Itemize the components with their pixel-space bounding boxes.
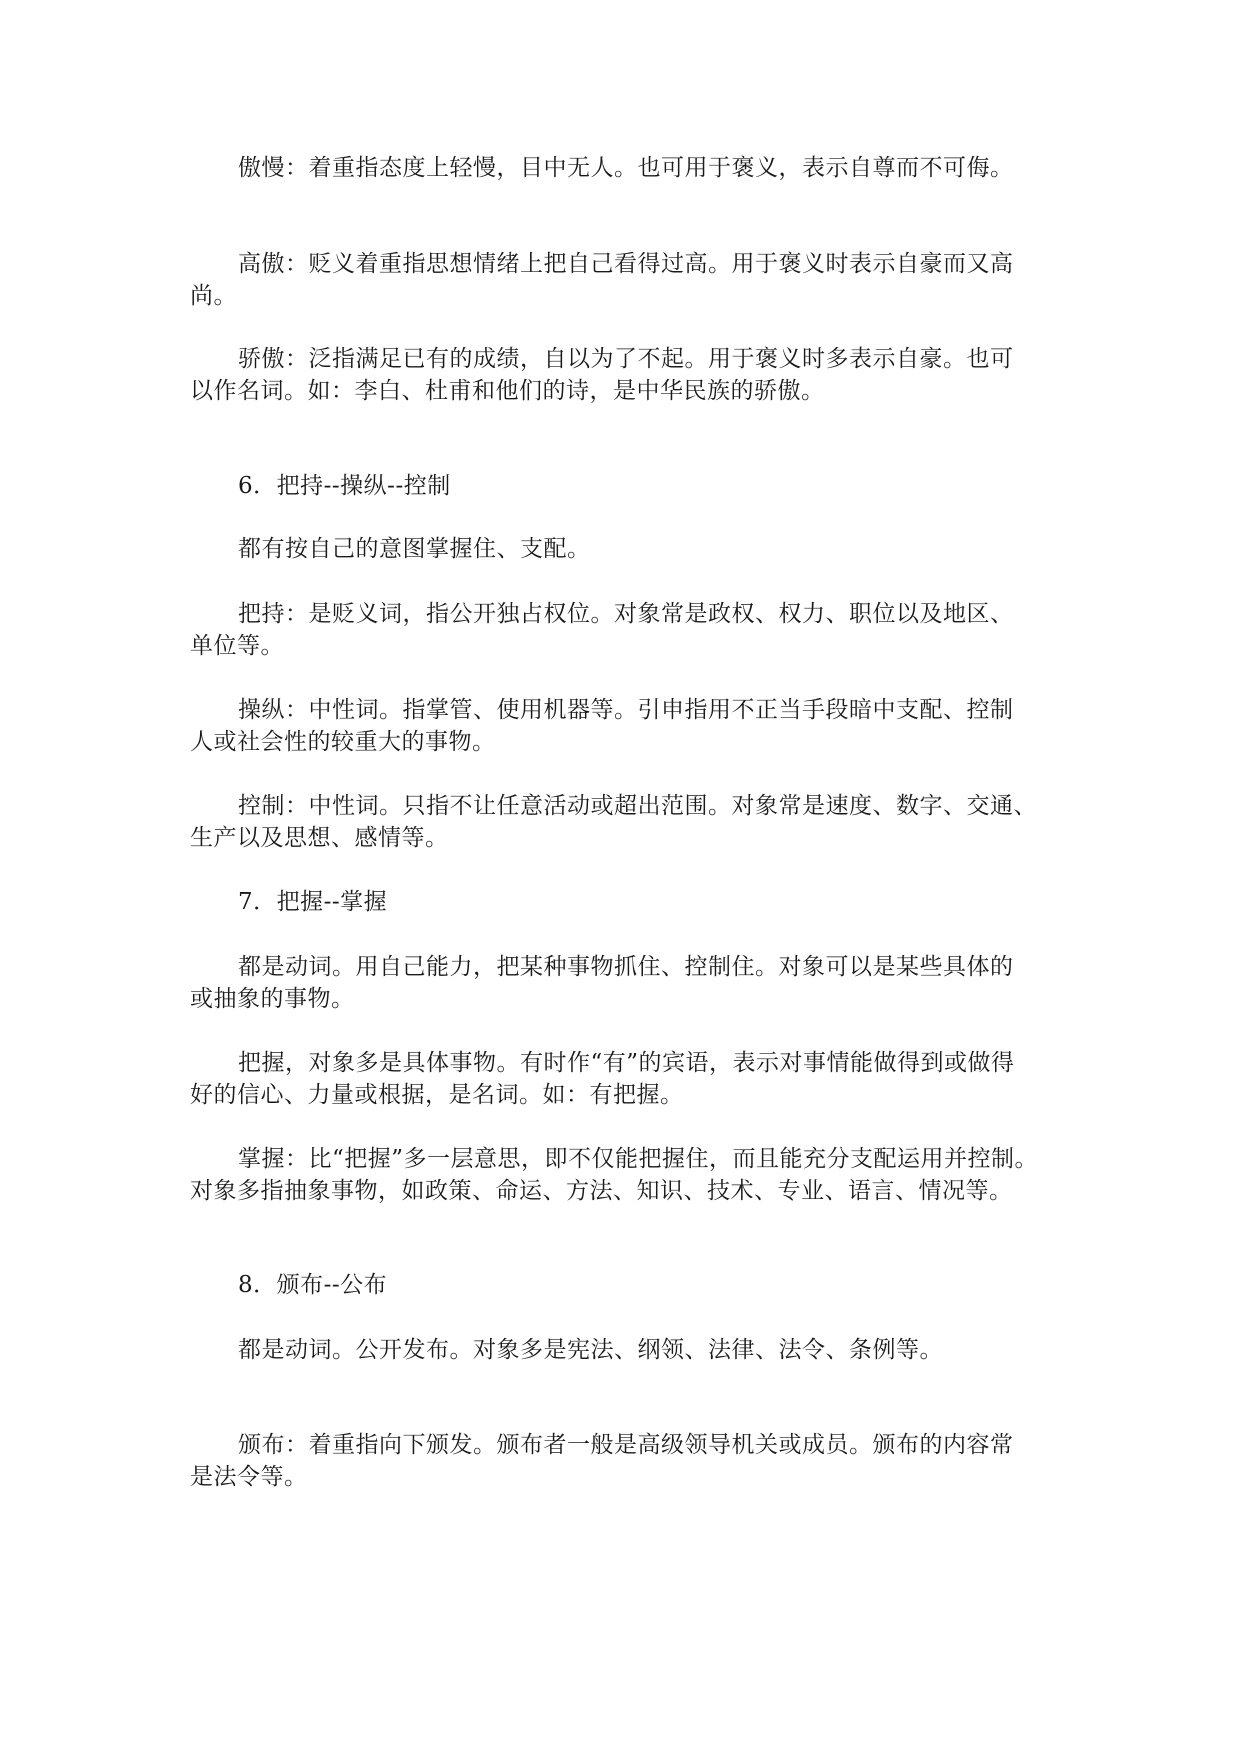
- paragraph-jiaoao: 骄傲：泛指满足已有的成绩，自以为了不起。用于褒义时多表示自豪。也可 以作名词。如：李白、杜甫和他们的诗，是中华民族的骄傲。: [190, 346, 1014, 404]
- paragraph-section6-intro: 都有按自己的意图掌握住、支配。: [238, 536, 591, 562]
- paragraph-caozong: 操纵：中性词。指掌管、使用机器等。引申指用不正当手段暗中支配、控制 人或社会性的较重大的事物。: [190, 697, 1014, 755]
- paragraph-bachi: 把持：是贬义词，指公开独占权位。对象常是政权、权力、职位以及地区、 单位等。: [190, 601, 1014, 659]
- section-heading-8: 8．颁布--公布: [238, 1272, 388, 1298]
- paragraph-banbu: 颁布：着重指向下颁发。颁布者一般是高级领导机关或成员。颁布的内容常 是法令等。: [190, 1432, 1014, 1490]
- paragraph-section8-intro: 都是动词。公开发布。对象多是宪法、纲领、法律、法令、条例等。: [238, 1337, 943, 1363]
- section-heading-7: 7．把握--掌握: [238, 889, 388, 915]
- section-heading-6: 6．把持--操纵--控制: [238, 473, 451, 499]
- paragraph-aoman: 傲慢：着重指态度上轻慢，目中无人。也可用于褒义，表示自尊而不可侮。: [238, 155, 1014, 181]
- paragraph-section7-intro: 都是动词。用自己能力，把某种事物抓住、控制住。对象可以是某些具体的 或抽象的事物。: [190, 954, 1014, 1012]
- paragraph-gaoao: 高傲：贬义着重指思想情绪上把自己看得过高。用于褒义时表示自豪而又高 尚。: [190, 251, 1014, 309]
- paragraph-zhangwo: 掌握：比“把握”多一层意思，即不仅能把握住，而且能充分支配运用并控制。 对象多指抽象事物，如政策、命运、方法、知识、技术、专业、语言、情况等。: [190, 1146, 1039, 1204]
- paragraph-bawo: 把握，对象多是具体事物。有时作“有”的宾语，表示对事情能做得到或做得 好的信心、力量或根据，是名词。如：有把握。: [190, 1050, 1015, 1108]
- paragraph-kongzhi: 控制：中性词。只指不让任意活动或超出范围。对象常是速度、数字、交通、 生产以及思想、感情等。: [190, 793, 1037, 851]
